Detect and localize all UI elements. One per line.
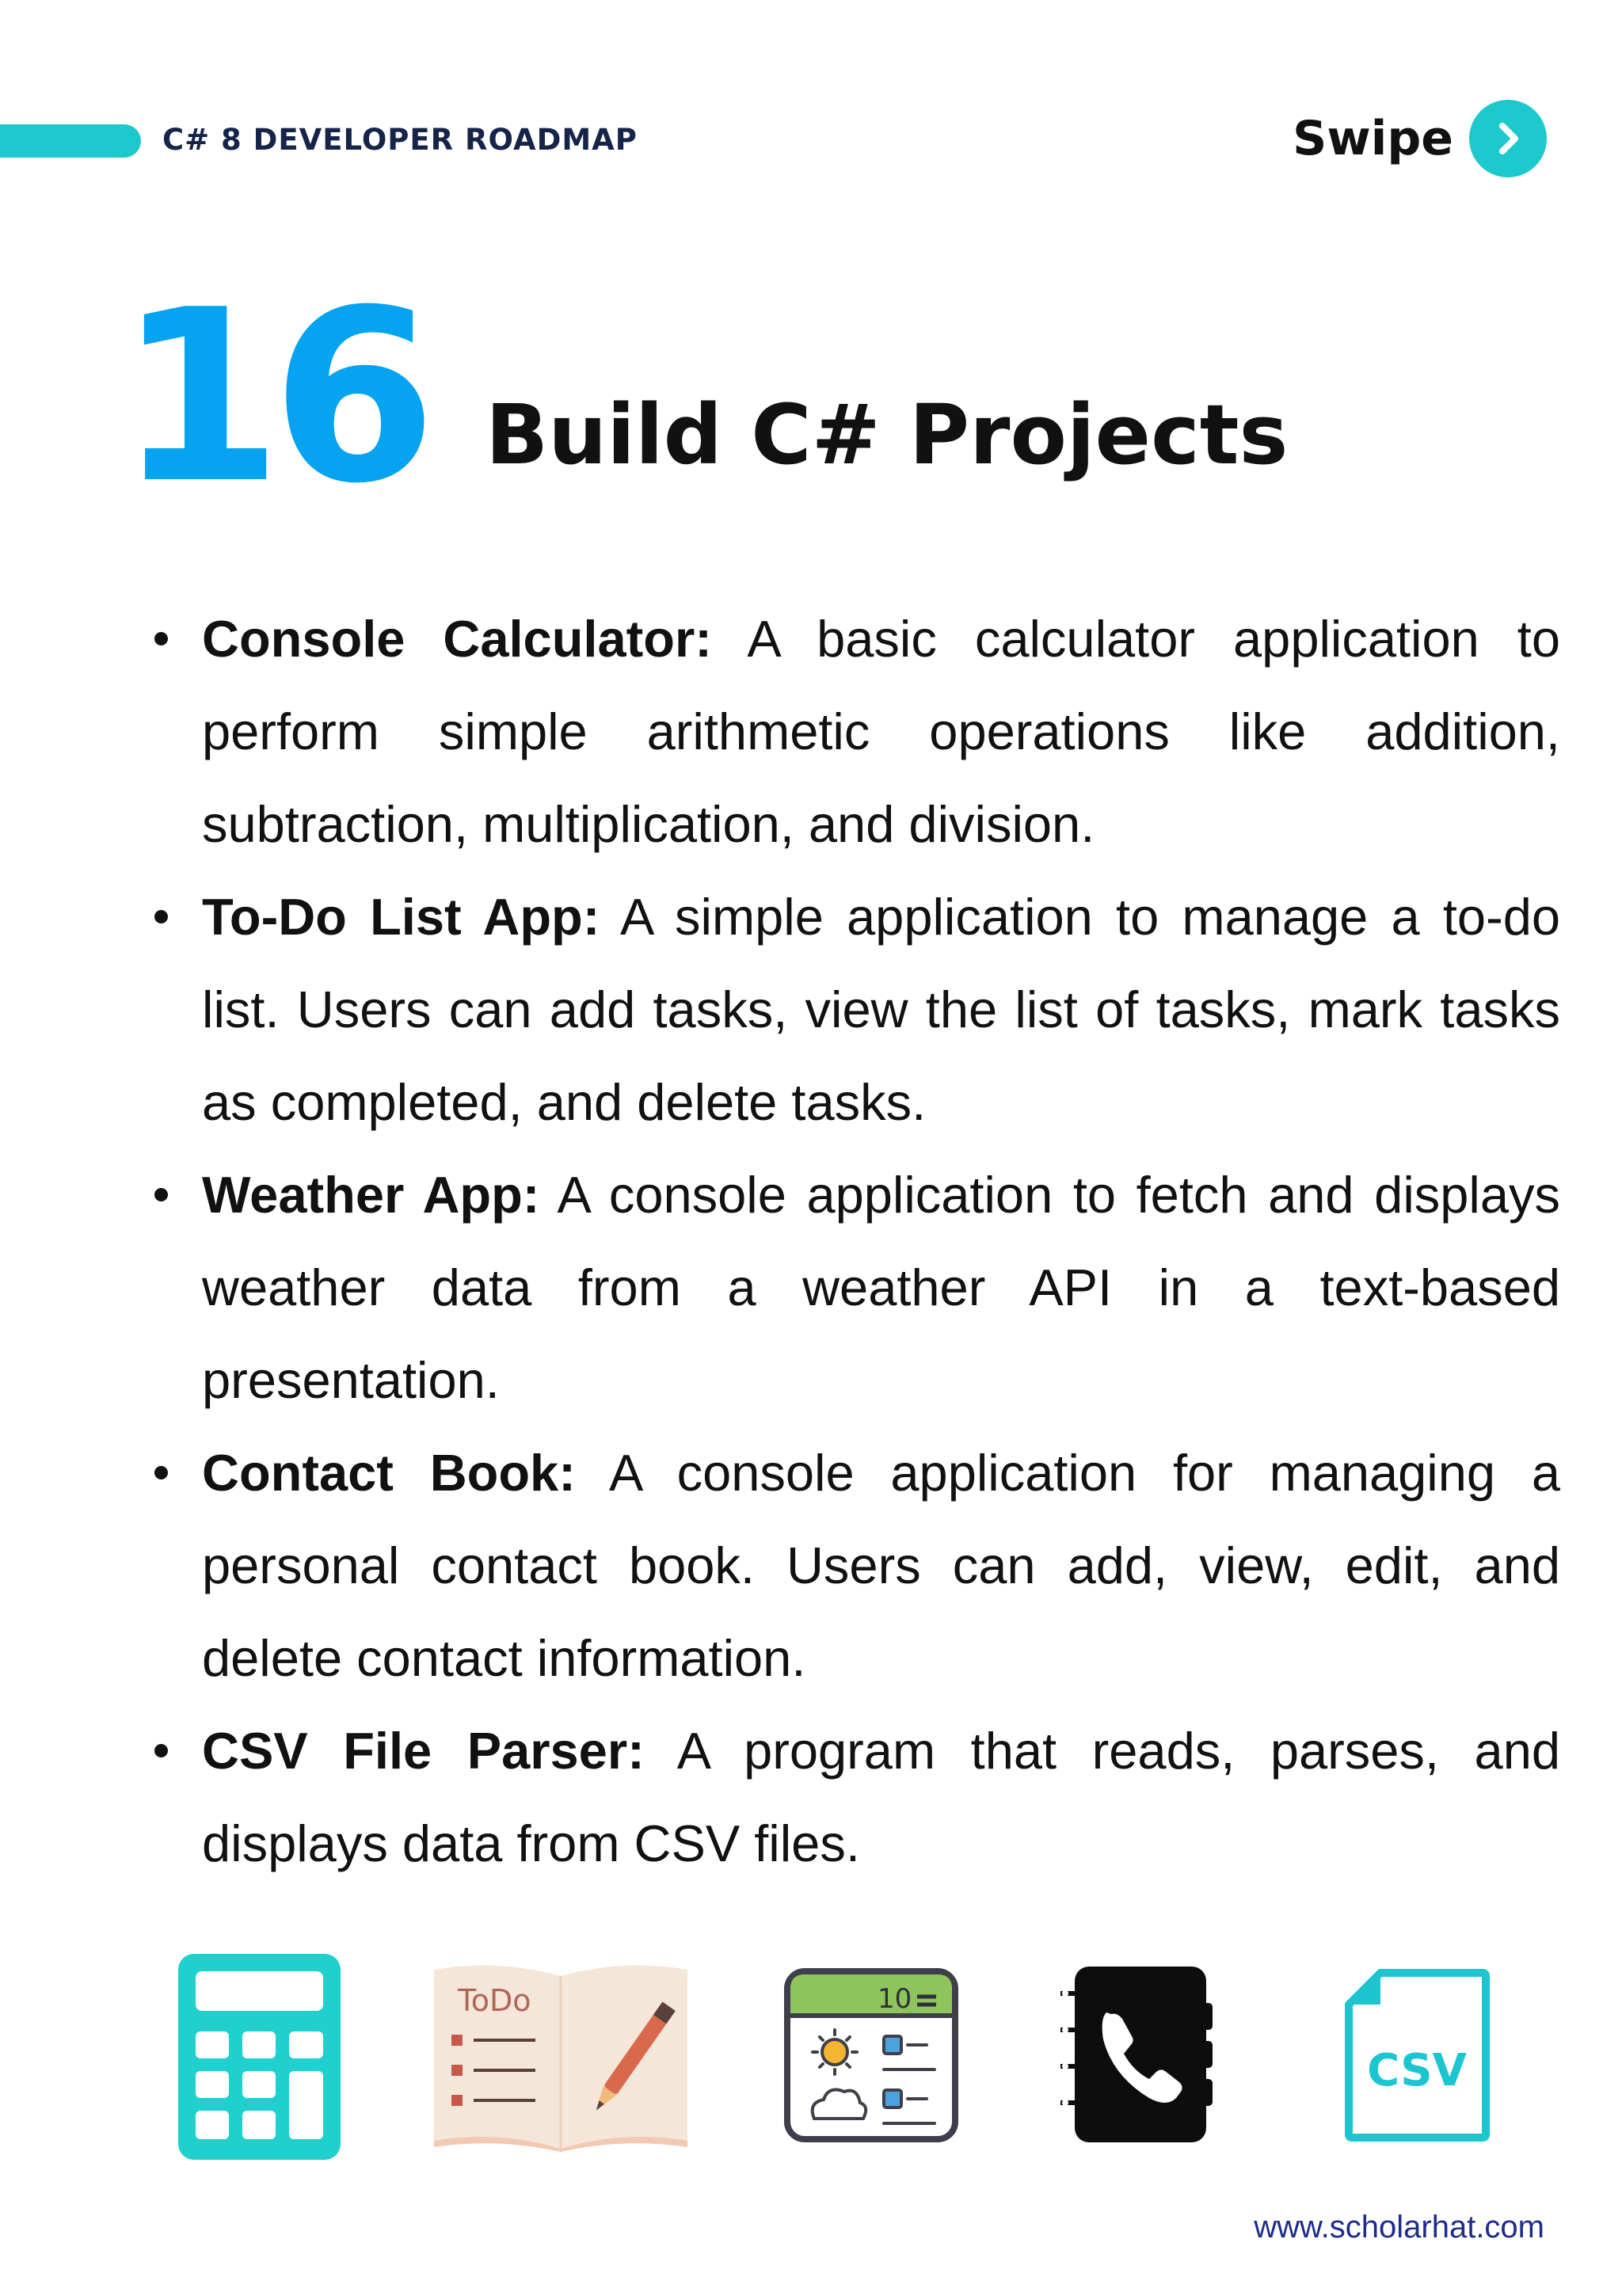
project-title: CSV File Parser: xyxy=(202,1722,645,1780)
contact-book-icon xyxy=(1057,1944,1216,2182)
accent-bar xyxy=(0,124,141,158)
list-item xyxy=(154,1704,1560,1890)
project-description: A basic calculator application to perform simple arithmetic operations like addition, subtraction, multiplication, and division. xyxy=(202,610,1561,853)
todo-notebook-icon xyxy=(434,1944,687,2182)
swipe-button[interactable] xyxy=(1293,100,1547,177)
footer-url[interactable]: www.scholarhat.com xyxy=(1254,2210,1544,2245)
swipe-label: Swipe xyxy=(1293,111,1453,166)
calendar-date-label: 10 xyxy=(878,1983,912,2015)
todo-label: ToDo xyxy=(458,1983,531,2018)
list-item xyxy=(154,870,1560,1148)
weather-calendar-icon xyxy=(784,1944,958,2182)
list-item xyxy=(154,592,1560,870)
csv-label: CSV xyxy=(1367,2045,1467,2096)
csv-file-icon xyxy=(1344,1944,1491,2182)
section-number: 16 xyxy=(117,259,426,535)
project-description: A simple application to manage a to-do list. Users can add tasks, view the list of tasks, mark tasks as completed, and delete tasks. xyxy=(202,888,1561,1131)
list-item xyxy=(154,1148,1560,1426)
project-list xyxy=(154,592,1560,1890)
section-title: Build C# Projects xyxy=(485,386,1289,483)
bullet xyxy=(154,910,168,923)
project-description: A console application for managing a personal contact book. Users can add, view, edit, and delete contact information. xyxy=(202,1444,1560,1687)
bullet xyxy=(154,1744,168,1757)
project-description: A console application to fetch and displays weather data from a weather API in a text-based presentation. xyxy=(202,1166,1560,1409)
calculator-icon xyxy=(178,1944,341,2182)
project-title: Contact Book: xyxy=(202,1444,576,1502)
icon-row xyxy=(0,1944,1622,2182)
project-title: Weather App: xyxy=(202,1166,540,1224)
project-title: To-Do List App: xyxy=(202,888,600,946)
project-description: A program that reads, parses, and displays data from CSV files. xyxy=(202,1722,1560,1872)
chevron-right-icon[interactable] xyxy=(1469,100,1547,177)
bullet xyxy=(154,1188,168,1201)
project-title: Console Calculator: xyxy=(202,610,712,668)
bullet xyxy=(154,1466,168,1479)
roadmap-label: C# 8 DEVELOPER ROADMAP xyxy=(162,123,638,157)
list-item xyxy=(154,1426,1560,1704)
bullet xyxy=(154,632,168,645)
